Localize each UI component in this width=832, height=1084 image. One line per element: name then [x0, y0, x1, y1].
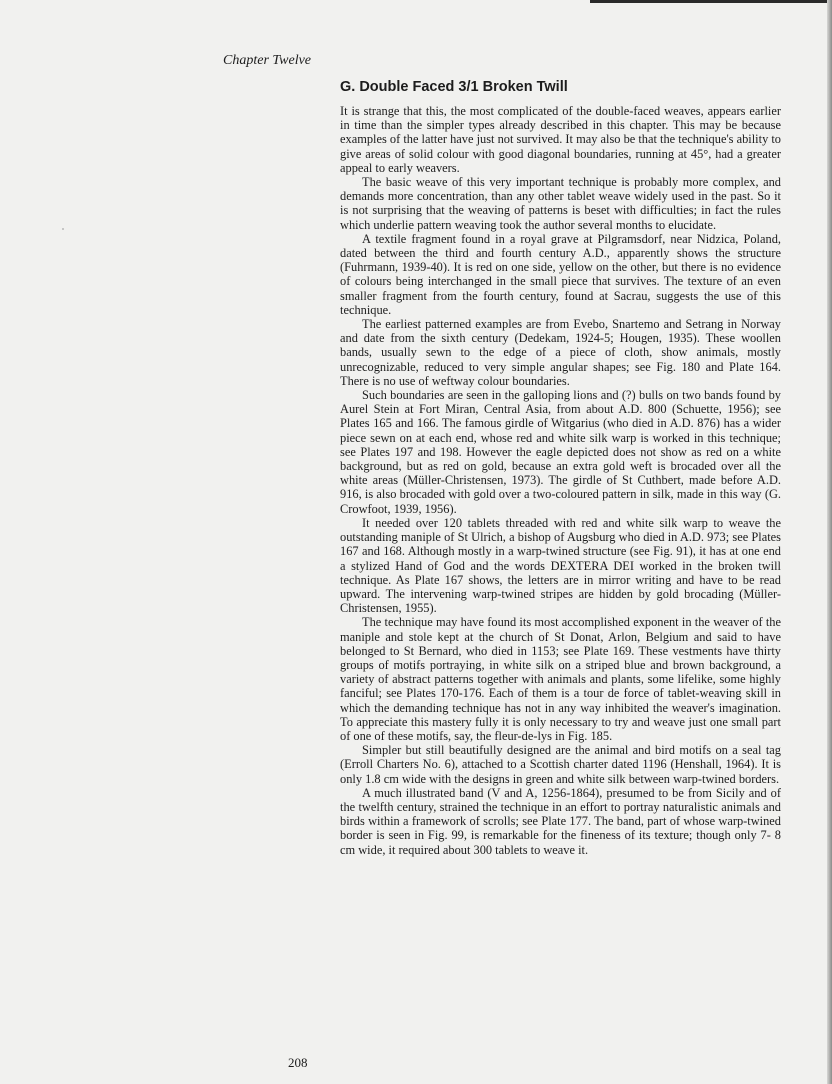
section-heading: G. Double Faced 3/1 Broken Twill	[340, 79, 568, 95]
paragraph: Such boundaries are seen in the galloping lions and (?) bulls on two bands found by Aurel Stein at Fort Miran, Central Asia, from about A.D. 800 (Schuette, 1956); see Plates 165 and 166. The famous girdle of Witgarius (who died in A.D. 876) has a wider piece sewn on at each end, whose red and white silk warp is worked in this technique; see Plates 197 and 198. However the eagle depicted does not show as red on a white background, but as red on gold, because an extra gold weft is brocaded over all the white areas (Müller-Christensen, 1973). The girdle of St Cuthbert, made before A.D. 916, is also brocaded with gold over a two-coloured pattern in silk, made in this way (G. Crowfoot, 1939, 1956).	[340, 388, 781, 516]
scan-edge-top	[590, 0, 832, 3]
running-head: Chapter Twelve	[223, 53, 312, 68]
paragraph: The technique may have found its most accomplished exponent in the weaver of the maniple and stole kept at the church of St Donat, Arlon, Belgium and said to have belonged to St Bernard, who died in 1153; see Plate 169. These vestments have thirty groups of motifs portraying, in white silk on a striped blue and brown background, a variety of abstract patterns together with animals and plants, some lifelike, some highly fanciful; see Plates 170-176. Each of them is a tour de force of tablet-weaving skill in which the demanding technique has not in any way inhibited the weaver's imagination. To appreciate this mastery fully it is only necessary to try and weave just one small part of one of these motifs, say, the fleur-de-lys in Fig. 185.	[340, 615, 781, 743]
scan-edge-right	[827, 0, 832, 1084]
paragraph: The earliest patterned examples are from Evebo, Snartemo and Setrang in Norway and date from the sixth century (Dedekam, 1924-5; Hougen, 1935). These woollen bands, usually sewn to the edge of a piece of cloth, show animals, mostly unrecognizable, reduced to very simple angular shapes; see Fig. 180 and Plate 164. There is no use of weftway colour boundaries.	[340, 317, 781, 388]
paragraph: A much illustrated band (V and A, 1256-1864), presumed to be from Sicily and of the twelfth century, strained the technique in an effort to portray naturalistic animals and birds within a framework of scrolls; see Plate 177. The band, part of whose warp-twined border is seen in Fig. 99, is remarkable for the fineness of its texture; though only 7- 8 cm wide, it required about 300 tablets to weave it.	[340, 785, 781, 857]
paragraph: It is strange that this, the most complicated of the double-faced weaves, appears earlier in time than the simpler types already described in this chapter. This may be because examples of the latter have just not survived. It may also be that the technique's ability to give areas of solid colour with good diagonal boundaries, running at 45°, had a greater appeal to early weavers.	[340, 104, 781, 175]
page-number: 208	[288, 1055, 308, 1070]
paragraph: The basic weave of this very important technique is probably more complex, and demands more concentration, than any other tablet weave widely used in the past. So it is not surprising that the weaving of patterns is beset with difficulties; in fact the rules which underlie pattern weaving took the author several months to elucidate.	[340, 175, 781, 232]
paragraph: It needed over 120 tablets threaded with red and white silk warp to weave the outstanding maniple of St Ulrich, a bishop of Augsburg who died in A.D. 973; see Plates 167 and 168. Although mostly in a warp-twined structure (see Fig. 91), it has at one end a stylized Hand of God and the words DEXTERA DEI worked in the broken twill technique. As Plate 167 shows, the letters are in mirror writing and have to be read upward. The intervening warp-twined stripes are hidden by gold brocading (Müller-Christensen, 1955).	[340, 515, 781, 616]
scan-speck	[62, 228, 64, 230]
body-text	[340, 104, 781, 857]
paragraph: A textile fragment found in a royal grave at Pilgramsdorf, near Nidzica, Poland, dated between the third and fourth century A.D., apparently shows the structure (Fuhrmann, 1939-40). It is red on one side, yellow on the other, but there is no evidence of colours being interchanged in the small piece that survives. The texture of an even smaller fragment from the fourth century, found at Sacrau, suggests the use of this technique.	[340, 231, 781, 317]
paragraph: Simpler but still beautifully designed are the animal and bird motifs on a seal tag (Erroll Charters No. 6), attached to a Scottish charter dated 1196 (Henshall, 1964). It is only 1.8 cm wide with the designs in green and white silk between warp-twined borders.	[340, 743, 781, 786]
